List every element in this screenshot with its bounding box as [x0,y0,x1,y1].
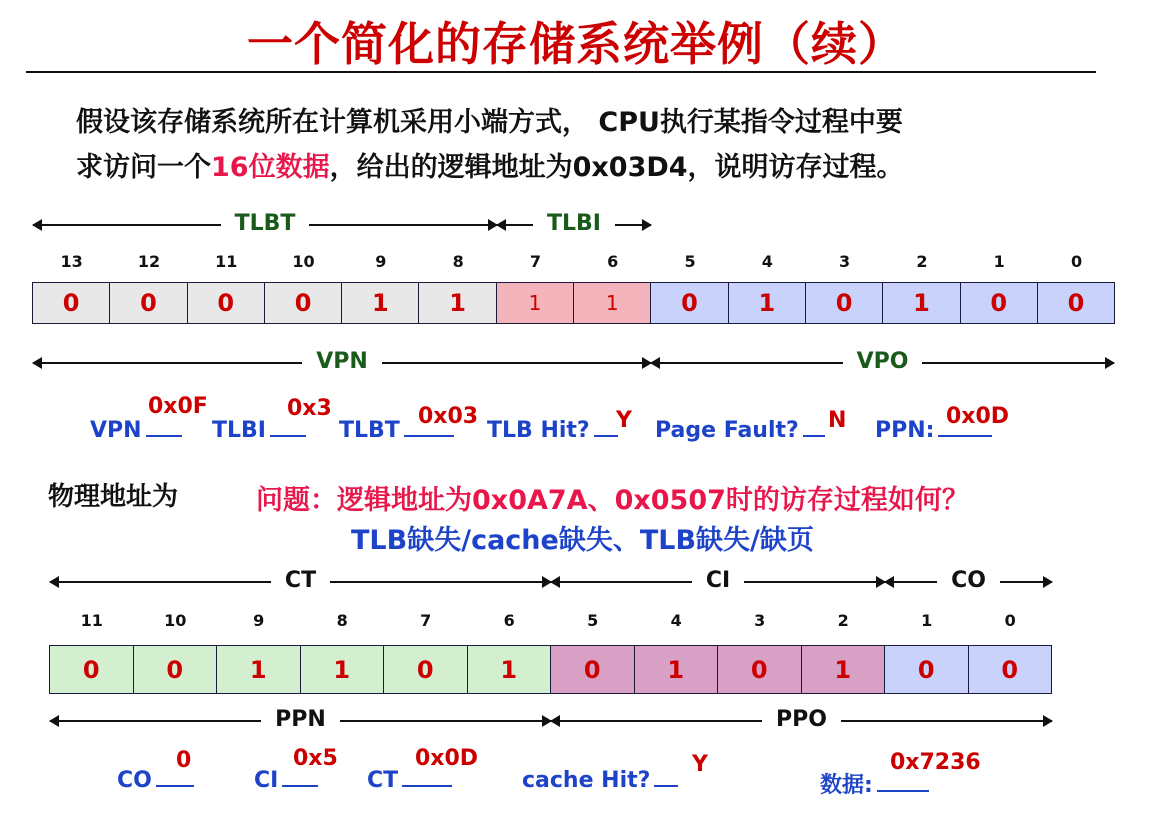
bit-cell: 1 [802,646,886,693]
bit-number: 4 [761,252,773,271]
bit-cell: 0 [134,646,218,693]
cache-hit-label [522,768,678,793]
tlbt-answer-value: 0x03 [418,404,479,429]
title-divider [26,71,1096,73]
ppn-arrow [50,707,551,732]
bit-cell: 1 [574,283,651,323]
bit-cell: 1 [883,283,960,323]
bit-cell: 0 [961,283,1038,323]
bit-cell: 1 [301,646,385,693]
blank-line [877,790,929,792]
ppn-label: PPN [261,707,340,732]
bit-cell: 1 [635,646,719,693]
ppo-label: PPO [762,707,841,732]
tlbi-answer-text: TLBI [212,418,266,443]
blank-line [654,785,678,787]
tlbt-label: TLBT [221,211,310,236]
bit-number: 11 [215,252,238,271]
bit-number: 3 [839,252,851,271]
intro-line-2 [76,145,904,184]
tlbi-answer-label [212,418,306,443]
blank-line [803,435,825,437]
bit-cell: 0 [384,646,468,693]
cache-hit-text: cache Hit? [522,768,651,793]
blank-line [938,435,992,437]
vpn-label: VPN [302,349,382,374]
bit-number: 12 [137,252,161,271]
bit-number: 5 [587,611,599,630]
question-line-2: TLB缺失/cache缺失、TLB缺失/缺页 [351,525,814,556]
ppn-answer-text: PPN: [875,418,935,443]
bit-cell: 1 [419,283,496,323]
bit-cell: 0 [50,646,134,693]
page-fault-value: N [828,408,847,433]
bit-number: 7 [529,252,541,271]
tlbt-answer-text: TLBT [339,418,400,443]
bit-cell: 0 [188,283,265,323]
bit-cell: 0 [806,283,883,323]
physical-address-label: 物理地址为 [48,482,179,512]
bit-cell: 1 [729,283,806,323]
intro-highlight: 16位数据 [211,152,330,183]
co-answer-value: 0 [176,748,192,773]
physical-address-bits [49,645,1052,694]
bit-number: 6 [503,611,515,630]
ct-answer-value: 0x0D [415,746,479,771]
vpn-answer-label [90,418,182,443]
virtual-bit-numbers [33,252,1115,271]
vpo-label: VPO [843,349,923,374]
ct-answer-label [367,768,452,793]
intro-line-1: 假设该存储系统所在计算机采用小端方式， CPU执行某指令过程中要 [76,107,903,138]
blank-line [270,435,306,437]
bit-number: 0 [1004,611,1016,630]
ci-label: CI [692,568,744,593]
bit-number: 7 [420,611,432,630]
blank-line [156,785,194,787]
bit-number: 8 [452,252,464,271]
bit-number: 9 [375,252,387,271]
bit-cell: 0 [885,646,969,693]
data-answer-value: 0x7236 [890,750,981,775]
ci-answer-text: CI [254,768,279,793]
bit-cell: 1 [468,646,552,693]
bit-number: 8 [336,611,348,630]
vpn-answer-value: 0x0F [148,394,208,419]
co-label: CO [937,568,1000,593]
bit-cell: 1 [217,646,301,693]
tlbi-label: TLBI [533,211,615,236]
tlbi-arrow [497,211,651,236]
intro-line-2-pre: 求访问一个 [76,152,211,183]
blank-line [402,785,452,787]
bit-cell: 0 [969,646,1053,693]
bit-cell: 0 [265,283,342,323]
bit-number: 13 [60,252,83,271]
bit-number: 11 [80,611,103,630]
cache-hit-value: Y [692,752,708,777]
bit-cell: 0 [551,646,635,693]
blank-line [404,435,454,437]
ppn-answer-value: 0x0D [946,404,1010,429]
bit-number: 2 [916,252,928,271]
ppo-arrow [551,707,1052,732]
vpn-arrow [33,349,651,374]
bit-number: 0 [1070,252,1083,271]
bit-number: 10 [164,611,187,630]
bit-number: 6 [607,252,619,271]
intro-line-2-post: ，给出的逻辑地址为0x03D4，说明访存过程。 [329,152,904,183]
co-arrow [885,568,1052,593]
vpn-answer-text: VPN [90,418,142,443]
bit-number: 5 [684,252,696,271]
tlb-hit-value: Y [616,408,632,433]
page-title: 一个简化的存储系统举例（续） [247,17,905,71]
vpo-arrow [651,349,1114,374]
question-line-1: 问题：逻辑地址为0x0A7A、0x0507时的访存过程如何？ [256,485,969,516]
ct-arrow [50,568,551,593]
tlbi-answer-value: 0x3 [287,396,332,421]
bit-number: 9 [253,611,265,630]
co-answer-text: CO [117,768,152,793]
bit-cell: 0 [651,283,728,323]
ct-label: CT [271,568,330,593]
bit-cell: 0 [110,283,187,323]
bit-number: 4 [670,611,682,630]
ct-answer-text: CT [367,768,399,793]
ci-arrow [551,568,885,593]
ci-answer-value: 0x5 [293,746,338,771]
bit-cell: 0 [718,646,802,693]
page-fault-label [655,418,825,443]
bit-number: 10 [292,252,315,271]
bit-cell: 0 [1038,283,1115,323]
tlb-hit-label [487,418,618,443]
blank-line [146,435,182,437]
bit-number: 3 [754,611,766,630]
blank-line [282,785,318,787]
bit-cell: 1 [497,283,574,323]
ci-answer-label [254,768,318,793]
bit-number: 1 [993,252,1005,271]
bit-cell: 0 [33,283,110,323]
bit-cell: 1 [342,283,419,323]
bit-number: 2 [837,611,849,630]
tlbt-arrow [33,211,497,236]
tlb-hit-text: TLB Hit? [487,418,590,443]
virtual-address-bits [32,282,1115,324]
data-answer-text: 数据: [820,773,873,798]
physical-bit-numbers [50,611,1052,630]
bit-number: 1 [921,611,933,630]
blank-line [594,435,618,437]
page-fault-text: Page Fault? [655,418,799,443]
